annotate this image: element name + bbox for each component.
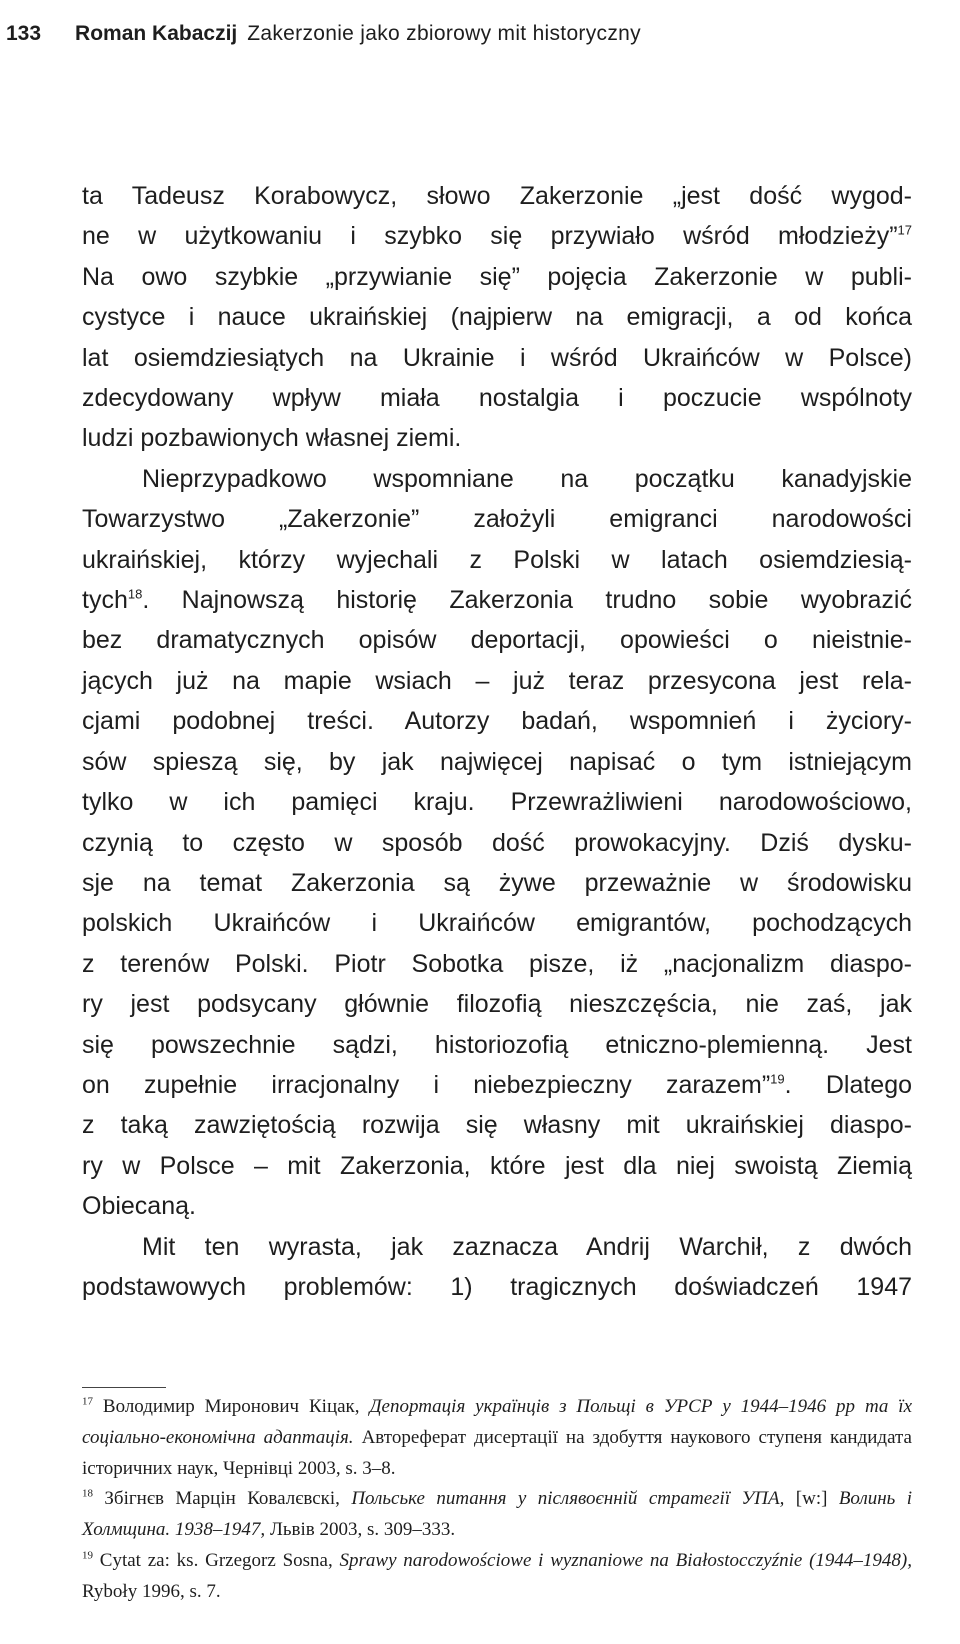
footnotes bbox=[82, 1392, 912, 1608]
body-line: Towarzystwo „Zakerzonie” założyli emigranci narodowości bbox=[82, 505, 912, 534]
footnote-title: Депортація українців з Польщі в УРСР у 1944–1946 рр та їх соціально-економічна адаптація. bbox=[82, 1396, 913, 1448]
body-line: sów spieszą się, by jak najwięcej napisać o tym istniejącym bbox=[82, 747, 912, 776]
footnote-number: 18 bbox=[82, 1488, 93, 1501]
body-line bbox=[82, 216, 912, 256]
footnote-separator bbox=[82, 1387, 166, 1388]
body-line: ry jest podsycany głównie filozofią nieszczęścia, nie zaś, jak bbox=[82, 990, 912, 1019]
body-line: podstawowych problemów: 1) tragicznych doświadczeń 1947 bbox=[82, 1272, 912, 1301]
body-line: sje na temat Zakerzonia są żywe przeważnie w środowisku bbox=[82, 868, 912, 897]
body-line: z terenów Polski. Piotr Sobotka pisze, iż „nacjonalizm diaspo- bbox=[82, 949, 912, 978]
body-line-text: tych bbox=[82, 586, 128, 615]
body-line-text: ne w użytkowaniu i szybko się przywiało wśród młodzieży” bbox=[82, 222, 898, 251]
body-line: ludzi pozbawionych własnej ziemi. bbox=[82, 424, 462, 453]
footnote-ref-17: 17 bbox=[897, 223, 912, 239]
running-header-author: Roman Kabaczij bbox=[75, 22, 238, 45]
footnote-author: Cytat za: ks. Grzegorz Sosna, bbox=[99, 1549, 340, 1571]
body-line-text: . Najnowszą historię Zakerzonia trudno sobie wyobrazić bbox=[142, 586, 912, 615]
footnote-details: [w:] bbox=[784, 1488, 839, 1510]
footnote-details: Автореферат дисертації на здобуття наукового ступеня кандидата історичних наук, Чернівці 2003, s. 3–8. bbox=[82, 1426, 912, 1479]
body-line: ta Tadeusz Korabowycz, słowo Zakerzonie „jest dość wygod- bbox=[82, 182, 912, 210]
body-text bbox=[82, 176, 912, 1307]
footnote-title: Sprawy narodowościowe i wyznaniowe na Białostocczyźnie (1944–1948), bbox=[339, 1549, 913, 1571]
body-line: bez dramatycznych opisów deportacji, opowieści o nieistnie- bbox=[82, 626, 912, 655]
footnote-number: 17 bbox=[82, 1395, 93, 1408]
body-line: jących już na mapie wsiach – już teraz przesycona jest rela- bbox=[82, 666, 912, 695]
running-header-title: Zakerzonie jako zbiorowy mit historyczny bbox=[247, 22, 641, 45]
footnote-19 bbox=[82, 1546, 912, 1608]
body-line: tylko w ich pamięci kraju. Przewrażliwieni narodowościowo, bbox=[82, 788, 912, 817]
body-line: cystyce i nauce ukraińskiej (najpierw na emigracji, a od końca bbox=[82, 303, 912, 332]
footnote-title: Польське питання у післявоєнній стратегії УПА, bbox=[351, 1488, 785, 1510]
footnote-container-title: Волинь і Холмщина. 1938–1947, bbox=[82, 1488, 912, 1541]
body-line: Obiecaną. bbox=[82, 1192, 196, 1221]
body-line: zdecydowany wpływ miała nostalgia i poczucie wspólnoty bbox=[82, 384, 912, 413]
footnote-ref-18: 18 bbox=[127, 586, 143, 602]
body-line: ry w Polsce – mit Zakerzonia, które jest dla niej swoistą Ziemią bbox=[82, 1151, 912, 1180]
body-line: Mit ten wyrasta, jak zaznacza Andrij Warchił, z dwóch bbox=[142, 1232, 912, 1261]
body-line bbox=[82, 1065, 912, 1105]
body-line bbox=[82, 580, 912, 620]
body-line: cjami podobnej treści. Autorzy badań, wspomnień i życiory- bbox=[82, 707, 912, 736]
body-line-text: . Dlatego bbox=[784, 1070, 912, 1099]
page-number: 133 bbox=[6, 22, 42, 45]
body-line: z taką zawziętością rozwija się własny mit ukraińskiej diaspo- bbox=[82, 1111, 912, 1140]
footnote-author: Збігнєв Марцін Ковалєвскі, bbox=[104, 1488, 352, 1510]
body-line: ukraińskiej, którzy wyjechali z Polski w latach osiemdziesią- bbox=[82, 545, 912, 574]
body-line: Na owo szybkie „przywianie się” pojęcia Zakerzonie w publi- bbox=[82, 262, 912, 291]
footnote-ref-19: 19 bbox=[770, 1071, 785, 1087]
footnote-author: Володимир Миронович Кіцак, bbox=[102, 1396, 370, 1417]
footnote-number: 19 bbox=[82, 1549, 93, 1562]
body-line: Nieprzypadkowo wspomniane na początku kanadyjskie bbox=[142, 464, 912, 493]
running-header bbox=[6, 14, 946, 54]
body-line: czynią to często w sposób dość prowokacyjny. Dziś dysku- bbox=[82, 828, 912, 857]
footnote-details: Ryboły 1996, s. 7. bbox=[82, 1580, 221, 1602]
footnote-17 bbox=[82, 1392, 912, 1484]
footnote-18 bbox=[82, 1484, 912, 1546]
body-line: polskich Ukraińców i Ukraińców emigrantów, pochodzących bbox=[82, 909, 912, 938]
body-line: się powszechnie sądzi, historiozofią etniczno-plemienną. Jest bbox=[82, 1030, 912, 1059]
body-line-text: on zupełnie irracjonalny i niebezpieczny zarazem” bbox=[82, 1070, 771, 1099]
footnote-details: Львів 2003, s. 309–333. bbox=[265, 1519, 456, 1541]
body-line: lat osiemdziesiątych na Ukrainie i wśród Ukraińców w Polsce) bbox=[82, 343, 912, 372]
